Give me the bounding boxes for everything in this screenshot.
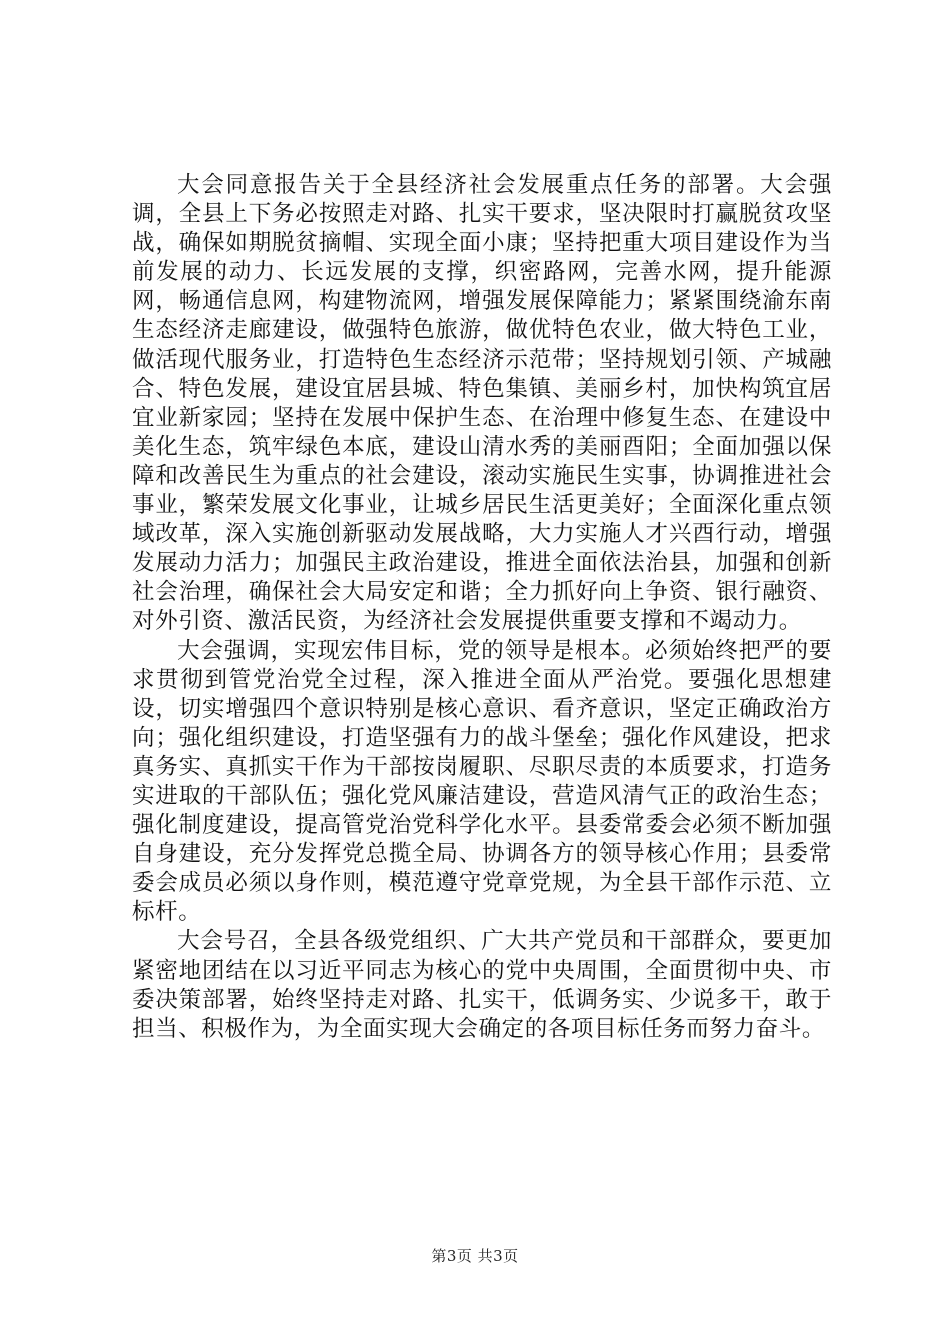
paragraph-1: 大会同意报告关于全县经济社会发展重点任务的部署。大会强调，全县上下务必按照走对路、扎实干要求，坚决限时打赢脱贫攻坚战，确保如期脱贫摘帽、实现全面小康；坚持把重大项目建设作为当前发展的动力、长远发展的支撑，织密路网，完善水网，提升能源网，畅通信息网，构建物流网，增强发展保障能力；紧紧围绕渝东南生态经济走廊建设，做强特色旅游，做优特色农业，做大特色工业，做活现代服务业，打造特色生态经济示范带；坚持规划引领、产城融合、特色发展，建设宜居县城、特色集镇、美丽乡村，加快构筑宜居宜业新家园；坚持在发展中保护生态、在治理中修复生态、在建设中美化生态，筑牢绿色本底，建设山清水秀的美丽酉阳；全面加强以保障和改善民生为重点的社会建设，滚动实施民生实事，协调推进社会事业，繁荣发展文化事业，让城乡居民生活更美好；全面深化重点领域改革，深入实施创新驱动发展战略，大力实施人才兴酉行动，增强发展动力活力；加强民主政治建设，推进全面依法治县，加强和创新社会治理，确保社会大局安定和谐；全力抓好向上争资、银行融资、对外引资、激活民资，为经济社会发展提供重要支撑和不竭动力。 [132, 172, 832, 635]
page-number-footer: 第3页 共3页 [431, 1247, 519, 1265]
paragraph-2: 大会强调，实现宏伟目标，党的领导是根本。必须始终把严的要求贯彻到管党治党全过程，深入推进全面从严治党。要强化思想建设，切实增强四个意识特别是核心意识、看齐意识，坚定正确政治方向；强化组织建设，打造坚强有力的战斗堡垒；强化作风建设，把求真务实、真抓实干作为干部按岗履职、尽职尽责的本质要求，打造务实进取的干部队伍；强化党风廉洁建设，营造风清气正的政治生态；强化制度建设，提高管党治党科学化水平。县委常委会必须不断加强自身建设，充分发挥党总揽全局、协调各方的领导核心作用；县委常委会成员必须以身作则，模范遵守党章党规，为全县干部作示范、立标杆。 [132, 637, 832, 926]
paragraph-3: 大会号召，全县各级党组织、广大共产党员和干部群众，要更加紧密地团结在以习近平同志为核心的党中央周围，全面贯彻中央、市委决策部署，始终坚持走对路、扎实干，低调务实、少说多干，敢于担当、积极作为，为全面实现大会确定的各项目标任务而努力奋斗。 [132, 928, 832, 1042]
document-body [132, 171, 832, 1044]
